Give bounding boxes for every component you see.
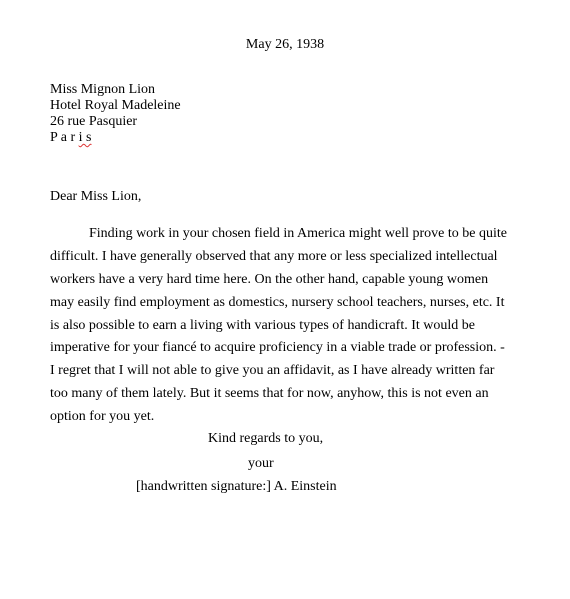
closing-word: your — [248, 456, 274, 471]
letter-body — [50, 225, 507, 431]
recipient-name: Miss Mignon Lion — [50, 82, 156, 97]
body-line: workers have a very hard time here. On the other hand, capable young women — [50, 271, 489, 287]
salutation: Dear Miss Lion, — [50, 189, 142, 204]
recipient-hotel: Hotel Royal Madeleine — [50, 98, 181, 113]
letter-date — [0, 36, 570, 54]
body-line: imperative for your fiancé to acquire proficiency in a viable trade or profession. - — [50, 340, 505, 356]
recipient-city-flagged: i s — [78, 130, 92, 145]
body-line: I regret that I will not able to give you an affidavit, as I have already written far — [50, 363, 495, 379]
body-line: Finding work in your chosen field in America might well prove to be quite — [89, 226, 507, 241]
recipient-address — [50, 82, 181, 146]
body-line: is also possible to earn a living with various types of handicraft. It would be — [50, 317, 475, 333]
body-line: option for you yet. — [50, 409, 155, 425]
body-line: may easily find employment as domestics, nursery school teachers, nurses, etc. It — [50, 294, 505, 310]
closing-phrase: Kind regards to you, — [208, 431, 324, 446]
date-text: May 26, 1938 — [245, 37, 325, 52]
recipient-street: 26 rue Pasquier — [50, 114, 138, 129]
recipient-city-prefix: P a r — [50, 130, 79, 145]
body-line: difficult. I have generally observed that any more or less specialized intellectual — [50, 248, 498, 264]
body-line: too many of them lately. But it seems that for now, anyhow, this is not even an — [50, 386, 489, 402]
recipient-city — [50, 130, 181, 146]
signature-line: [handwritten signature:] A. Einstein — [136, 479, 337, 494]
